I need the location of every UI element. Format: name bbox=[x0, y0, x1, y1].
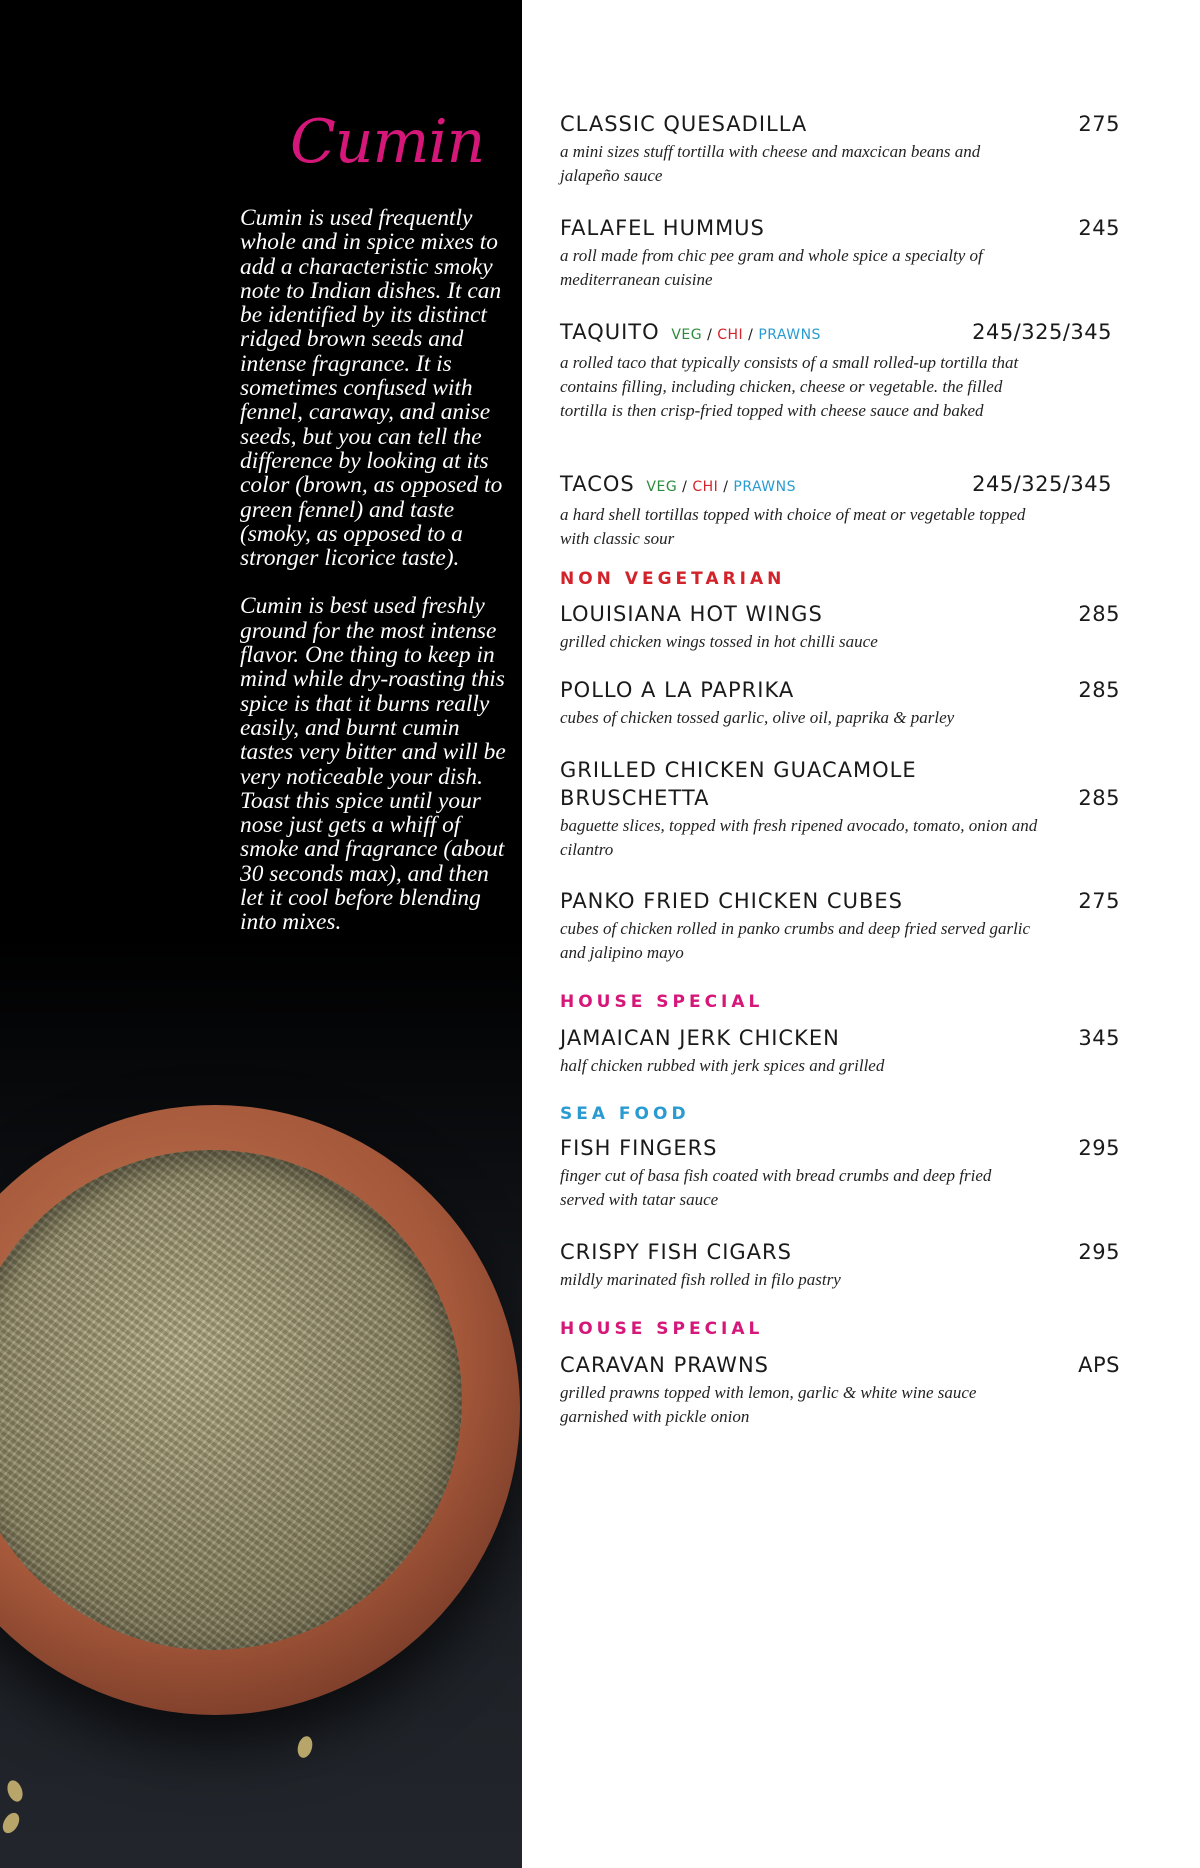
section-heading-sea-food: SEA FOOD bbox=[560, 1104, 690, 1124]
item-name: POLLO A LA PAPRIKA bbox=[560, 678, 795, 702]
section-heading-house-special: HOUSE SPECIAL bbox=[560, 992, 764, 1012]
menu-item bbox=[560, 600, 1120, 654]
item-price: APS bbox=[1078, 1353, 1120, 1377]
item-description: grilled chicken wings tossed in hot chilli sauce bbox=[560, 632, 878, 651]
item-price: 295 bbox=[1078, 1136, 1120, 1160]
item-description: cubes of chicken rolled in panko crumbs and deep fried served garlic and jalipino mayo bbox=[560, 919, 1031, 962]
item-tags bbox=[646, 479, 796, 495]
item-name: FALAFEL HUMMUS bbox=[560, 216, 765, 240]
cumin-paragraph-2: Cumin is best used freshly ground for the most intense flavor. One thing to keep in mind while dry-roasting this spice is that it burns really easily, and burnt cumin tastes very bitter and will be very noticeable your dish. Toast this spice until your nose just gets a whiff of smoke and fragrance (about 30 seconds max), and then let it cool before blending into mixes. bbox=[240, 593, 506, 936]
tag-prawns: PRAWNS bbox=[758, 327, 821, 343]
item-description: mildly marinated fish rolled in filo pastry bbox=[560, 1270, 841, 1289]
menu-item bbox=[560, 470, 1120, 551]
tag-veg: VEG bbox=[671, 327, 703, 343]
item-description: cubes of chicken tossed garlic, olive oil, paprika & parley bbox=[560, 708, 955, 727]
tag-separator: / bbox=[748, 327, 754, 343]
item-description: a mini sizes stuff tortilla with cheese and maxcican beans and jalapeño sauce bbox=[560, 142, 981, 185]
menu-item bbox=[560, 1024, 1120, 1078]
item-tags bbox=[671, 327, 821, 343]
menu-item bbox=[560, 1134, 1120, 1212]
tag-chi: CHI bbox=[692, 479, 719, 495]
item-name: CARAVAN PRAWNS bbox=[560, 1353, 769, 1377]
item-price: 285 bbox=[1078, 678, 1120, 702]
loose-seed bbox=[0, 1810, 23, 1836]
item-name: PANKO FRIED CHICKEN CUBES bbox=[560, 889, 903, 913]
section-heading-non-veg: NON VEGETARIAN bbox=[560, 569, 786, 589]
item-name: JAMAICAN JERK CHICKEN bbox=[560, 1026, 840, 1050]
item-price: 345 bbox=[1078, 1026, 1120, 1050]
cumin-info-panel bbox=[0, 0, 522, 1868]
item-name: LOUISIANA HOT WINGS bbox=[560, 602, 823, 626]
item-name: TAQUITO bbox=[560, 320, 660, 344]
item-description: grilled prawns topped with lemon, garlic & white wine sauce garnished with pickle onion bbox=[560, 1383, 977, 1426]
tag-separator: / bbox=[707, 327, 713, 343]
loose-seed bbox=[295, 1735, 314, 1760]
item-description: finger cut of basa fish coated with bread crumbs and deep fried served with tatar sauce bbox=[560, 1166, 992, 1209]
menu-item bbox=[560, 887, 1120, 965]
loose-seed bbox=[5, 1778, 26, 1803]
item-name: TACOS bbox=[560, 472, 635, 496]
tag-chi: CHI bbox=[717, 327, 744, 343]
item-name: FISH FINGERS bbox=[560, 1136, 718, 1160]
cumin-bowl-image bbox=[0, 1105, 520, 1715]
menu-item bbox=[560, 318, 1120, 423]
tag-separator: / bbox=[682, 479, 688, 495]
item-price: 285 bbox=[1078, 602, 1120, 626]
item-price: 295 bbox=[1078, 1240, 1120, 1264]
section-heading-house-special: HOUSE SPECIAL bbox=[560, 1319, 764, 1339]
item-name-line-1: GRILLED CHICKEN GUACAMOLE bbox=[560, 758, 917, 782]
panel-title: Cumin bbox=[290, 107, 485, 177]
item-price: 245 bbox=[1078, 216, 1120, 240]
item-description: a roll made from chic pee gram and whole spice a specialty of mediterranean cuisine bbox=[560, 246, 983, 289]
menu-item bbox=[560, 214, 1120, 292]
item-price: 245/325/345 bbox=[972, 472, 1112, 496]
tag-veg: VEG bbox=[646, 479, 678, 495]
item-description: baguette slices, topped with fresh ripened avocado, tomato, onion and cilantro bbox=[560, 816, 1038, 859]
cumin-paragraph-1: Cumin is used frequently whole and in spice mixes to add a characteristic smoky note to Indian dishes. It can be identified by its distinct ridged brown seeds and intense fragrance. It is sometimes confused with fennel, caraway, and anise seeds, but you can tell the difference by looking at its color (brown, as opposed to green fennel) and taste (smoky, as opposed to a stronger licorice taste). bbox=[240, 205, 503, 572]
cumin-description bbox=[240, 206, 510, 959]
item-name-line-2: BRUSCHETTA bbox=[560, 786, 710, 810]
menu-item bbox=[560, 110, 1120, 188]
item-price: 275 bbox=[1078, 889, 1120, 913]
item-price: 275 bbox=[1078, 112, 1120, 136]
item-name: CLASSIC QUESADILLA bbox=[560, 112, 808, 136]
item-name: CRISPY FISH CIGARS bbox=[560, 1240, 792, 1264]
item-description: a hard shell tortillas topped with choice of meat or vegetable topped with classic sour bbox=[560, 505, 1026, 548]
item-price: 245/325/345 bbox=[972, 320, 1112, 344]
menu-item bbox=[560, 1238, 1120, 1292]
menu-item bbox=[560, 756, 1120, 862]
item-price: 285 bbox=[1078, 786, 1120, 810]
item-description: half chicken rubbed with jerk spices and grilled bbox=[560, 1056, 885, 1075]
menu-item bbox=[560, 676, 1120, 730]
item-description: a rolled taco that typically consists of a small rolled-up tortilla that contains filling, including chicken, cheese or vegetable. the filled tortilla is then crisp-fried topped with cheese sauce and baked bbox=[560, 353, 1019, 420]
menu-item bbox=[560, 1351, 1120, 1429]
tag-separator: / bbox=[723, 479, 729, 495]
tag-prawns: PRAWNS bbox=[733, 479, 796, 495]
